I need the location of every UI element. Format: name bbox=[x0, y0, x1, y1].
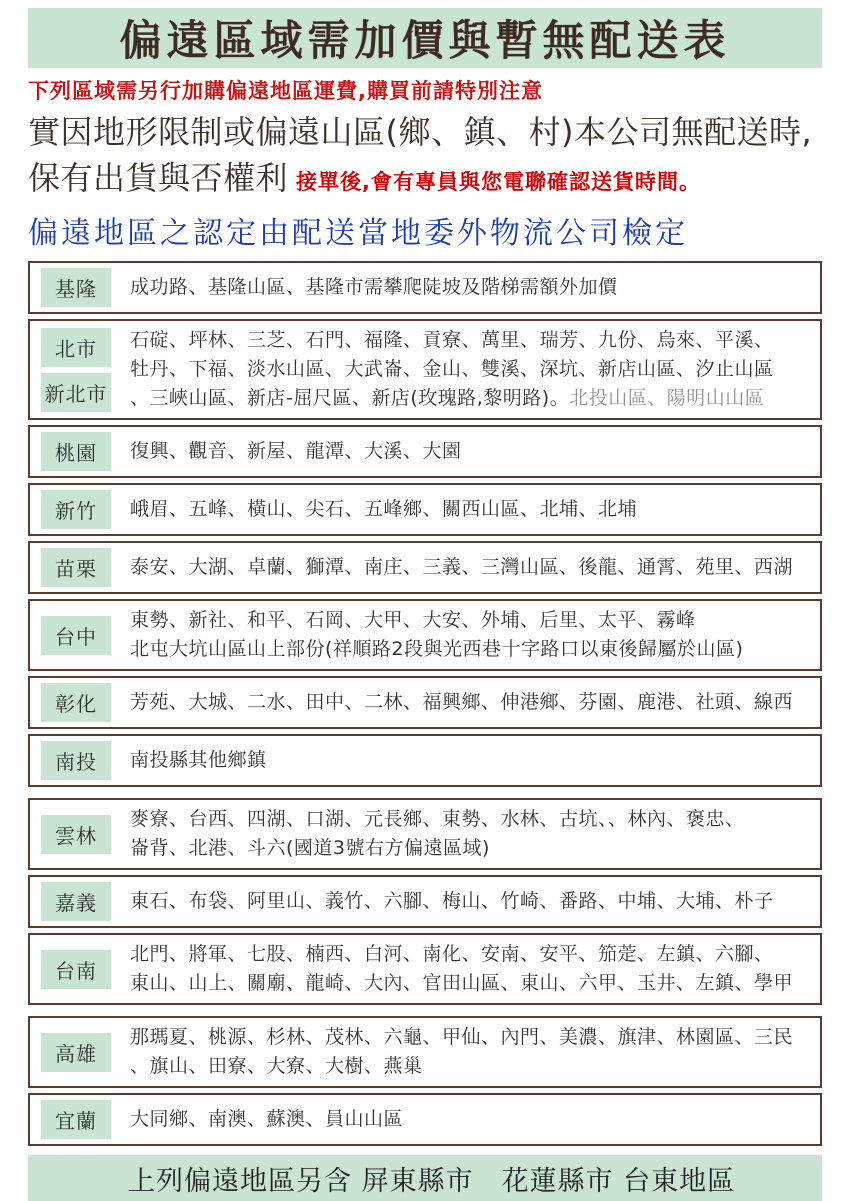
area-line bbox=[130, 635, 743, 664]
page-title-banner bbox=[28, 8, 822, 68]
region-label: 宜蘭 bbox=[41, 1100, 111, 1139]
region-label-column bbox=[38, 432, 114, 471]
area-line bbox=[130, 1105, 403, 1134]
area-text: 東山、山上、關廟、龍崎、大內、官田山區、東山、六甲、玉井、左鎮、學甲 bbox=[130, 972, 794, 994]
area-line bbox=[130, 746, 267, 775]
area-text: 北屯大坑山區山上部份(祥順路2段與光西巷十字路口以東後歸屬於山區) bbox=[130, 638, 744, 660]
region-label-column bbox=[38, 548, 114, 587]
area-text: 石碇、坪林、三芝、石門、福隆、貢寮、萬里、瑞芳、九份、烏來、平溪、 bbox=[130, 329, 774, 351]
region-areas bbox=[130, 688, 793, 717]
blue-note: 偏遠地區之認定由配送當地委外物流公司檢定 bbox=[28, 216, 688, 251]
region-label-column bbox=[38, 683, 114, 722]
region-label: 新北市 bbox=[41, 373, 111, 412]
area-line bbox=[130, 834, 745, 863]
table-row bbox=[28, 798, 822, 870]
region-areas bbox=[130, 746, 267, 775]
table-row bbox=[28, 261, 822, 314]
area-text: 麥寮、台西、四湖、口湖、元長鄉、東勢、水林、古坑、、林內、褒忠、 bbox=[130, 808, 745, 830]
region-label: 新竹 bbox=[41, 490, 111, 529]
region-areas bbox=[130, 805, 745, 863]
region-areas bbox=[130, 495, 637, 524]
area-text: 泰安、大湖、卓蘭、獅潭、南庄、三義、三灣山區、後龍、通霄、苑里、西湖 bbox=[130, 556, 794, 578]
area-text: 芳苑、大城、二水、田中、二林、福興鄉、伸港鄉、芬園、鹿港、社頭、線西 bbox=[130, 691, 794, 713]
region-label: 台中 bbox=[41, 616, 111, 655]
region-label-column bbox=[38, 1100, 114, 1139]
table-row bbox=[28, 541, 822, 594]
region-areas bbox=[130, 940, 793, 998]
area-text: 大同鄉、南澳、蘇澳、員山山區 bbox=[130, 1108, 404, 1130]
statement-line1: 實因地形限制或偏遠山區(鄉、鎮、村)本公司無配送時, bbox=[28, 113, 813, 151]
area-text: 、旗山、田寮、大寮、大樹、燕巢 bbox=[130, 1055, 423, 1077]
table-row bbox=[28, 599, 822, 671]
table-row bbox=[28, 734, 822, 787]
table-row bbox=[28, 1093, 822, 1146]
region-label: 彰化 bbox=[41, 683, 111, 722]
region-areas bbox=[130, 887, 774, 916]
region-label-column bbox=[38, 268, 114, 307]
table-row bbox=[28, 425, 822, 478]
area-text: 南投縣其他鄉鎮 bbox=[130, 749, 267, 771]
warning-text: 下列區域需另行加購偏遠地區運費,購買前請特別注意 bbox=[28, 79, 543, 103]
region-label: 高雄 bbox=[41, 1033, 111, 1072]
region-areas bbox=[130, 553, 793, 582]
region-label: 基隆 bbox=[41, 268, 111, 307]
region-label: 台南 bbox=[41, 950, 111, 989]
table-row bbox=[28, 319, 822, 420]
area-text: 峨眉、五峰、橫山、尖石、五峰鄉、關西山區、北埔、北埔 bbox=[130, 498, 638, 520]
region-areas bbox=[130, 1105, 403, 1134]
area-text: 東石、布袋、阿里山、義竹、六腳、梅山、竹崎、番路、中埔、大埔、朴子 bbox=[130, 890, 774, 912]
region-areas bbox=[130, 273, 618, 302]
region-label: 北市 bbox=[41, 328, 111, 367]
region-label-column bbox=[38, 328, 114, 412]
table-row bbox=[28, 1016, 822, 1088]
statement-line2-main: 保有出貨與否權利 bbox=[28, 159, 289, 197]
region-label: 苗栗 bbox=[41, 548, 111, 587]
region-label: 嘉義 bbox=[41, 882, 111, 921]
region-label-column bbox=[38, 616, 114, 655]
area-line bbox=[130, 805, 745, 834]
region-areas bbox=[130, 437, 462, 466]
table-row bbox=[28, 875, 822, 928]
area-line bbox=[130, 355, 774, 384]
footer-text: 上列偏遠地區另含 屏東縣市 花蓮縣市 台東地區 bbox=[128, 1165, 736, 1197]
region-label: 雲林 bbox=[41, 815, 111, 854]
area-text: 東勢、新社、和平、石岡、大甲、大安、外埔、后里、太平、霧峰 bbox=[130, 609, 696, 631]
statement-line2 bbox=[28, 155, 822, 205]
area-text-muted: 北投山區、陽明山山區 bbox=[569, 387, 765, 409]
region-label: 桃園 bbox=[41, 432, 111, 471]
region-label-column bbox=[38, 741, 114, 780]
area-line bbox=[130, 273, 618, 302]
area-text: 復興、觀音、新屋、龍潭、大溪、大園 bbox=[130, 440, 462, 462]
area-line bbox=[130, 969, 793, 998]
region-label-column bbox=[38, 815, 114, 854]
area-line bbox=[130, 688, 793, 717]
region-label: 南投 bbox=[41, 741, 111, 780]
area-line bbox=[130, 437, 462, 466]
area-line bbox=[130, 384, 774, 413]
page-title: 偏遠區域需加價與暫無配送表 bbox=[119, 16, 731, 65]
region-areas bbox=[130, 326, 774, 413]
table-row bbox=[28, 483, 822, 536]
region-table bbox=[28, 261, 822, 1146]
area-line bbox=[130, 1052, 793, 1081]
region-label-column bbox=[38, 950, 114, 989]
area-line bbox=[130, 887, 774, 916]
table-row bbox=[28, 676, 822, 729]
area-line bbox=[130, 940, 793, 969]
region-areas bbox=[130, 606, 743, 664]
area-text: 崙背、北港、斗六(國道3號右方偏遠區域) bbox=[130, 837, 490, 859]
area-line bbox=[130, 326, 774, 355]
area-line bbox=[130, 495, 637, 524]
region-label-column bbox=[38, 490, 114, 529]
area-line bbox=[130, 606, 743, 635]
region-label-column bbox=[38, 1033, 114, 1072]
policy-statement bbox=[28, 109, 822, 205]
area-text: 成功路、基隆山區、基隆市需攀爬陡坡及階梯需額外加價 bbox=[130, 276, 618, 298]
area-line bbox=[130, 1023, 793, 1052]
area-text: 牡丹、下福、淡水山區、大武崙、金山、雙溪、深坑、新店山區、汐止山區 bbox=[130, 358, 774, 380]
area-line bbox=[130, 553, 793, 582]
area-text: 北門、將軍、七股、楠西、白河、南化、安南、安平、笳萣、左鎮、六腳、 bbox=[130, 943, 774, 965]
area-text: 、三峽山區、新店-屈尺區、新店(玫瑰路,黎明路)。 bbox=[130, 387, 570, 409]
statement-red-note: 接單後,會有專員與您電聯確認送貨時間。 bbox=[296, 170, 701, 194]
region-label-column bbox=[38, 882, 114, 921]
footer-banner bbox=[28, 1155, 822, 1201]
table-row bbox=[28, 933, 822, 1005]
region-areas bbox=[130, 1023, 793, 1081]
area-text: 那瑪夏、桃源、杉林、茂林、六龜、甲仙、內門、美濃、旗津、林園區、三民 bbox=[130, 1026, 794, 1048]
